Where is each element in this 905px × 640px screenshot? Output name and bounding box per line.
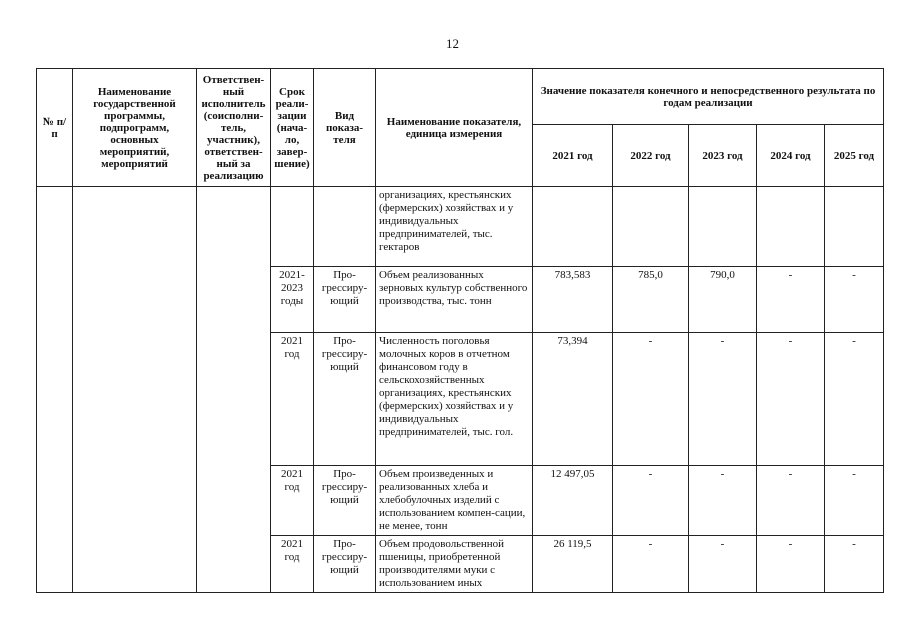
table-row (37, 187, 884, 267)
indicator-cell: Объем реализованных зерновых культур собственного производства, тыс. тонн (376, 267, 533, 333)
value-cell: - (757, 333, 825, 466)
kind-cell: Про-грессиру-ющий (314, 536, 376, 593)
header-kind: Вид показа-теля (314, 69, 376, 187)
header-year-2025: 2025 год (825, 125, 884, 187)
header-year-2024: 2024 год (757, 125, 825, 187)
term-cell: 2021 год (271, 536, 314, 593)
term-cell: 2021 год (271, 466, 314, 536)
value-cell: 73,394 (533, 333, 613, 466)
term-cell (271, 187, 314, 267)
kind-cell: Про-грессиру-ющий (314, 466, 376, 536)
value-cell: 785,0 (613, 267, 689, 333)
header-values-group: Значение показателя конечного и непосредственного результата по годам реализации (533, 69, 884, 125)
value-cell: - (757, 536, 825, 593)
header-year-2021: 2021 год (533, 125, 613, 187)
value-cell: 783,583 (533, 267, 613, 333)
header-executor: Ответствен-ный исполнитель (соисполни-тель, участник), ответствен-ный за реализацию (197, 69, 271, 187)
term-cell: 2021 год (271, 333, 314, 466)
indicator-cell: организациях, крестьянских (фермерских) хозяйствах и у индивидуальных предпринимателей, тыс. гектаров (376, 187, 533, 267)
value-cell: - (689, 333, 757, 466)
value-cell (613, 187, 689, 267)
program-cell (73, 187, 197, 593)
kind-cell: Про-грессиру-ющий (314, 267, 376, 333)
executor-cell (197, 187, 271, 593)
value-cell (825, 187, 884, 267)
value-cell: - (757, 267, 825, 333)
value-cell: - (825, 466, 884, 536)
header-indicator: Наименование показателя, единица измерения (376, 69, 533, 187)
indicators-table (36, 68, 884, 593)
value-cell: - (613, 333, 689, 466)
value-cell: 790,0 (689, 267, 757, 333)
indicator-cell: Объем продовольственной пшеницы, приобретенной производителями муки с использованием иных (376, 536, 533, 593)
header-program: Наименование государственной программы, подпрограмм, основных мероприятий, мероприятий (73, 69, 197, 187)
header-num: № п/п (37, 69, 73, 187)
value-cell: 26 119,5 (533, 536, 613, 593)
header-term: Срок реали-зации (нача-ло, завер-шение) (271, 69, 314, 187)
header-year-2022: 2022 год (613, 125, 689, 187)
term-cell: 2021-2023 годы (271, 267, 314, 333)
num-cell (37, 187, 73, 593)
indicator-cell: Численность поголовья молочных коров в отчетном финансовом году в сельскохозяйственных организациях, крестьянских (фермерских) хозяйствах и у индивидуальных предпринимателей, тыс. гол. (376, 333, 533, 466)
value-cell: - (613, 466, 689, 536)
value-cell: - (757, 466, 825, 536)
value-cell: - (825, 267, 884, 333)
indicator-cell: Объем произведенных и реализованных хлеба и хлебобулочных изделий с использованием компен-сации, не менее, тонн (376, 466, 533, 536)
value-cell (689, 187, 757, 267)
value-cell (533, 187, 613, 267)
value-cell: - (825, 536, 884, 593)
value-cell: - (689, 466, 757, 536)
value-cell: - (613, 536, 689, 593)
value-cell: 12 497,05 (533, 466, 613, 536)
value-cell: - (825, 333, 884, 466)
value-cell (757, 187, 825, 267)
kind-cell (314, 187, 376, 267)
header-year-2023: 2023 год (689, 125, 757, 187)
value-cell: - (689, 536, 757, 593)
kind-cell: Про-грессиру-ющий (314, 333, 376, 466)
page-number: 12 (446, 36, 459, 51)
